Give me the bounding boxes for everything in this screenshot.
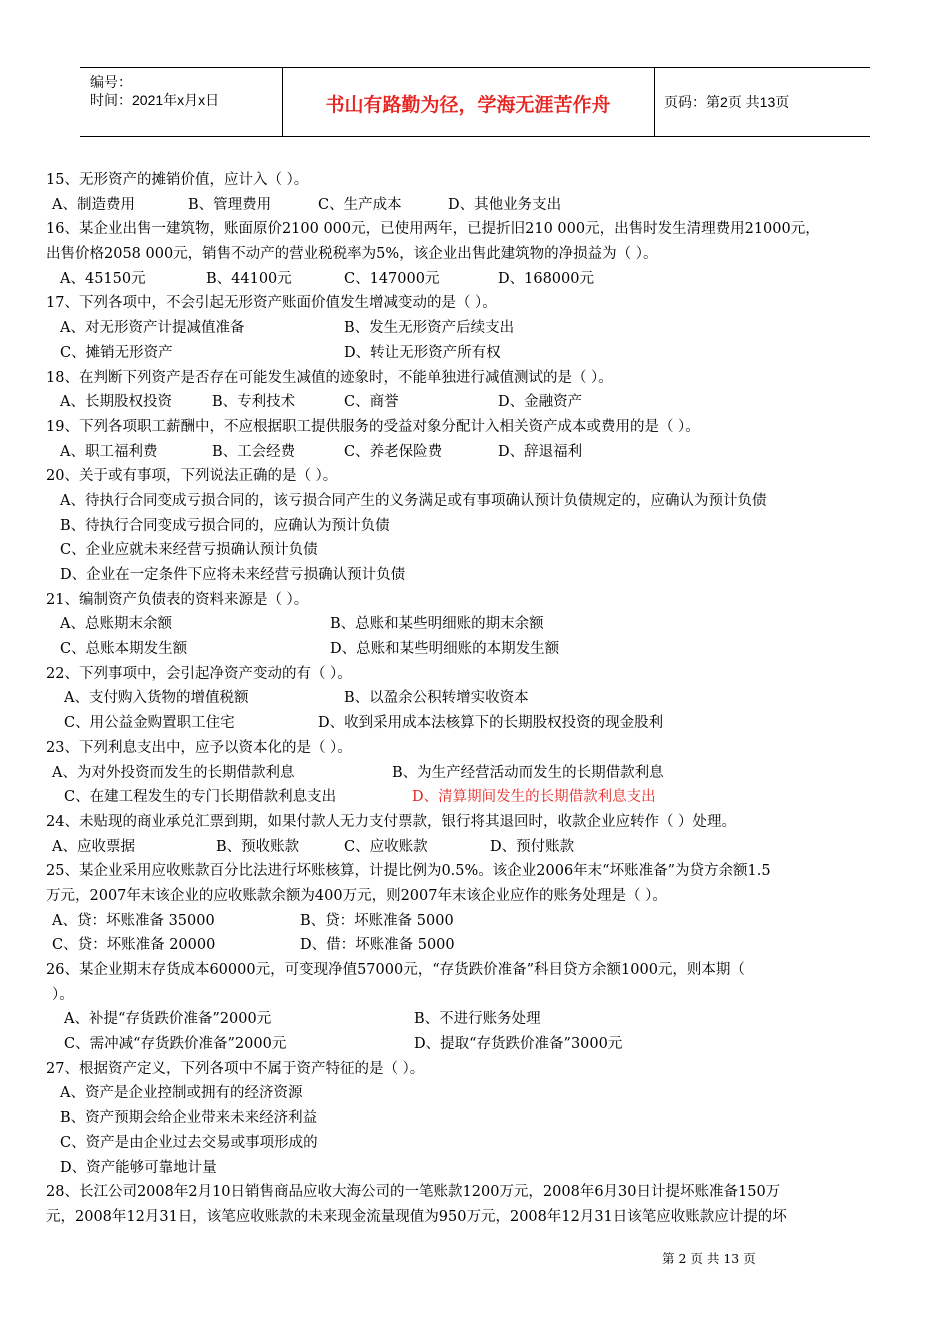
options-25b: [46, 933, 918, 958]
option-a: A、对无形资产计提减值准备: [60, 320, 245, 337]
question-23: 23、下列利息支出中，应予以资本化的是（ ）。: [46, 739, 352, 756]
option-a: A、职工福利费: [60, 443, 158, 460]
option-c: C、生产成本: [318, 196, 402, 213]
doc-time-label: 时间：2021年x月x日: [90, 92, 220, 108]
question-27: 27、根据资产定义，下列各项中不属于资产特征的是（ ）。: [46, 1060, 425, 1077]
option-20d: D、企业在一定条件下应将未来经营亏损确认预计负债: [60, 567, 406, 583]
option-d: D、其他业务支出: [448, 196, 562, 213]
page-footer: 第 2 页 共 13 页: [662, 1251, 756, 1266]
header-page-cell: [654, 68, 870, 136]
question-15: 15、无形资产的摊销价值，应计入（ ）。: [46, 172, 309, 188]
header-meta-cell: [80, 68, 283, 136]
option-a: A、贷：坏账准备 35000: [52, 912, 215, 929]
option-20c: C、企业应就未来经营亏损确认预计负债: [60, 542, 318, 559]
options-25a: [46, 909, 918, 934]
options-22b: [46, 711, 918, 736]
options-15: [46, 193, 918, 218]
options-23a: [46, 761, 918, 786]
option-27c: C、资产是由企业过去交易或事项形成的: [60, 1134, 318, 1151]
question-list: [46, 168, 918, 1230]
options-24: [46, 835, 918, 860]
option-c: C、养老保险费: [344, 443, 443, 460]
option-d: D、借：坏账准备 5000: [300, 937, 455, 954]
question-22: 22、下列事项中，会引起净资产变动的有（ ）。: [46, 665, 352, 682]
option-a: A、为对外投资而发生的长期借款利息: [52, 764, 295, 781]
option-c: C、总账本期发生额: [60, 641, 188, 658]
option-c: C、商誉: [344, 394, 399, 411]
option-a: A、应收票据: [52, 838, 135, 855]
option-b: B、管理费用: [188, 196, 272, 213]
option-c: C、需冲减“存货跌价准备”2000元: [64, 1036, 287, 1053]
option-d: D、168000元: [498, 270, 594, 287]
doc-code-label: 编号：: [90, 74, 132, 90]
option-b: B、预收账款: [216, 838, 300, 855]
option-a: A、补提“存货跌价准备”2000元: [64, 1011, 272, 1028]
option-c: C、摊销无形资产: [60, 344, 173, 361]
question-28-line-2: 元，2008年12月31日，该笔应收账款的未来现金流量现值为950万元，2008年12月31日该笔应收账款应计提的坏: [46, 1208, 787, 1225]
option-d: D、收到采用成本法核算下的长期股权投资的现金股利: [318, 715, 664, 732]
option-d: D、辞退福利: [498, 443, 583, 460]
option-27a: A、资产是企业控制或拥有的经济资源: [60, 1085, 303, 1102]
option-b: B、44100元: [206, 270, 292, 287]
option-c: C、147000元: [344, 270, 440, 287]
option-b: B、贷：坏账准备 5000: [300, 912, 454, 929]
option-20a: A、待执行合同变成亏损合同的，该亏损合同产生的义务满足或有事项确认预计负债规定的，应确认为预计负债: [60, 492, 767, 509]
page-number-info: 页码：第2页 共13页: [664, 94, 790, 110]
options-21a: [46, 612, 918, 637]
question-21: 21、编制资产负债表的资料来源是（ ）。: [46, 591, 309, 608]
option-a: A、支付购入货物的增值税额: [64, 690, 249, 707]
option-c: C、用公益金购置职工住宅: [64, 715, 235, 732]
motto-text: 书山有路勤为径，学海无涯苦作舟: [325, 94, 611, 116]
question-18: 18、在判断下列资产是否存在可能发生减值的迹象时，不能单独进行减值测试的是（ ）。: [46, 369, 613, 386]
question-19: 19、下列各项职工薪酬中，不应根据职工提供服务的受益对象分配计入相关资产成本或费用的是（ ）。: [46, 418, 700, 435]
option-27d: D、资产能够可靠地计量: [60, 1159, 217, 1176]
question-26-line-2: ）。: [52, 986, 74, 1003]
option-a: A、长期股权投资: [60, 394, 172, 411]
options-17a: [46, 316, 918, 341]
options-26b: [46, 1032, 918, 1057]
option-b: B、以盈余公积转增实收资本: [344, 690, 529, 707]
option-a: A、制造费用: [52, 196, 135, 213]
option-a: A、45150元: [60, 270, 146, 287]
option-c: C、贷：坏账准备 20000: [52, 937, 216, 954]
option-d: D、提取“存货跌价准备”3000元: [414, 1036, 623, 1053]
options-21b: [46, 637, 918, 662]
question-26-line-1: 26、某企业期末存货成本60000元，可变现净值57000元，“存货跌价准备”科目贷方余额1000元，则本期（: [46, 962, 745, 978]
option-b: B、为生产经营活动而发生的长期借款利息: [392, 764, 664, 781]
options-22a: [46, 686, 918, 711]
header-motto-cell: [282, 68, 655, 136]
question-20: 20、关于或有事项，下列说法正确的是（ ）。: [46, 468, 338, 485]
option-d: D、转让无形资产所有权: [344, 344, 501, 361]
option-d: D、总账和某些明细账的本期发生额: [330, 641, 560, 658]
option-27b: B、资产预期会给企业带来未来经济利益: [60, 1110, 318, 1127]
question-28-line-1: 28、长江公司2008年2月10日销售商品应收大海公司的一笔账款1200万元，2008年6月30日计提坏账准备150万: [46, 1184, 781, 1201]
options-26a: [46, 1007, 918, 1032]
option-b: B、不进行账务处理: [414, 1011, 541, 1028]
question-24: 24、未贴现的商业承兑汇票到期，如果付款人无力支付票款，银行将其退回时，收款企业应转作（ ）处理。: [46, 813, 737, 830]
option-b: B、总账和某些明细账的期末余额: [330, 616, 544, 633]
option-b: B、发生无形资产后续支出: [344, 320, 515, 337]
option-b: B、工会经费: [212, 443, 296, 460]
question-25-line-2: 万元，2007年末该企业的应收账款余额为400万元，则2007年末该企业应作的账务处理是（ ）。: [46, 887, 667, 904]
options-19: [46, 440, 918, 465]
question-25-line-1: 25、某企业采用应收账款百分比法进行坏账核算，计提比例为0.5%。该企业2006年末“坏账准备”为贷方余额1.5: [46, 863, 771, 880]
option-d-highlighted: D、清算期间发生的长期借款利息支出: [412, 789, 656, 806]
options-16: [46, 267, 918, 292]
question-16-line-2: 出售价格2058 000元，销售不动产的营业税税率为5%，该企业出售此建筑物的净损益为（ ）。: [46, 246, 658, 263]
question-17: 17、下列各项中，不会引起无形资产账面价值发生增减变动的是（ ）。: [46, 295, 497, 312]
option-c: C、应收账款: [344, 838, 428, 855]
options-17b: [46, 341, 918, 366]
option-20b: B、待执行合同变成亏损合同的，应确认为预计负债: [60, 517, 390, 534]
question-16-line-1: 16、某企业出售一建筑物，账面原价2100 000元，已使用两年，已提折旧210 000元，出售时发生清理费用21000元，: [46, 221, 820, 238]
option-d: D、预付账款: [490, 838, 575, 855]
options-23b: [46, 785, 918, 810]
option-c: C、在建工程发生的专门长期借款利息支出: [64, 789, 337, 806]
option-d: D、金融资产: [498, 394, 583, 411]
option-a: A、总账期末余额: [60, 616, 172, 633]
option-b: B、专利技术: [212, 394, 296, 411]
page-header: [80, 67, 870, 137]
options-18: [46, 390, 918, 415]
